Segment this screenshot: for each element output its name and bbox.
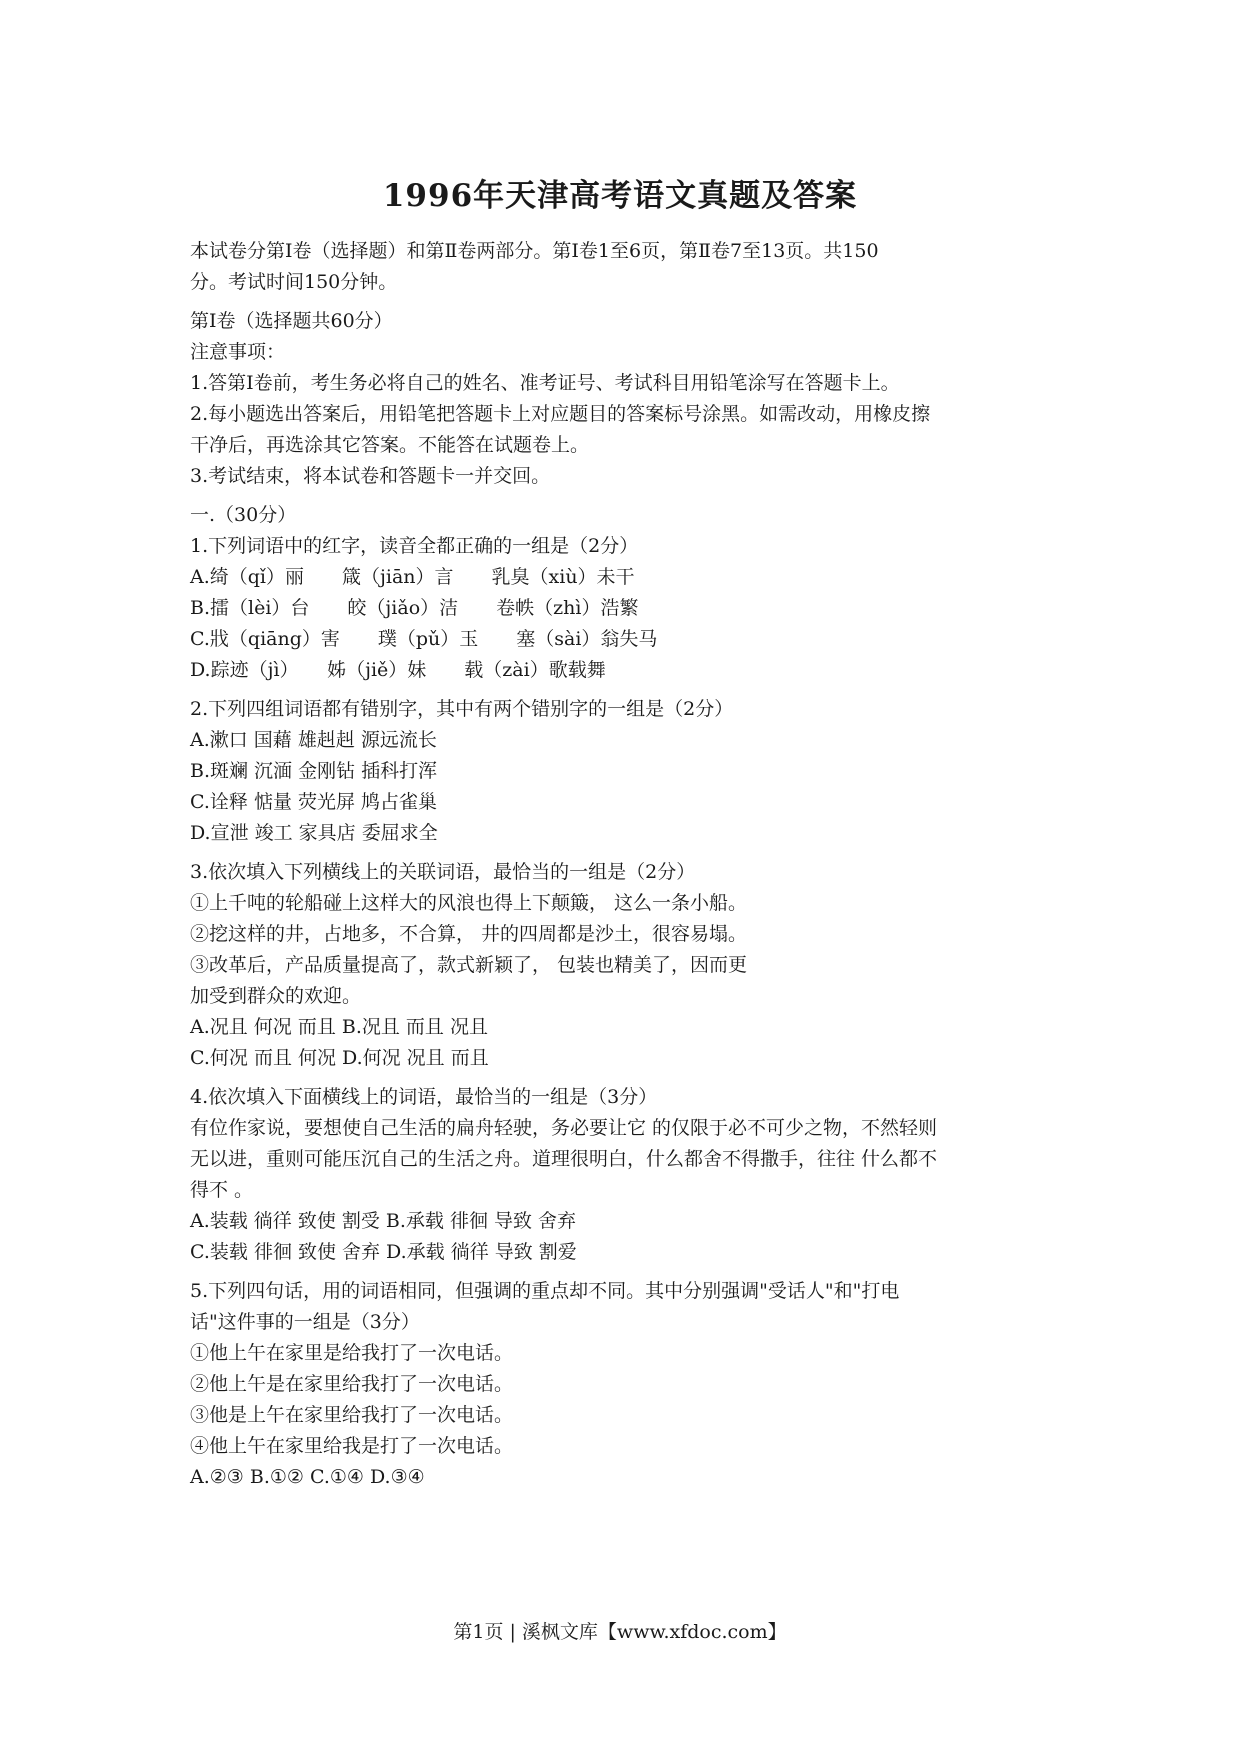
option-line: C.诠释 惦量 荧光屏 鸠占雀巢 [190, 791, 438, 813]
question-line: ④他上午在家里给我是打了一次电话。 [190, 1435, 514, 1457]
note-item: 1.答第Ⅰ卷前，考生务必将自己的姓名、准考证号、考试科目用铅笔涂写在答题卡上。 [190, 372, 900, 394]
question-stem: 3.依次填入下列横线上的关联词语，最恰当的一组是（2分） [190, 861, 696, 883]
question-1 [190, 531, 1070, 686]
question-2 [190, 694, 1070, 849]
option-line: A.②③ B.①② C.①④ D.③④ [190, 1466, 425, 1488]
question-line: ③他是上午在家里给我打了一次电话。 [190, 1404, 514, 1426]
section-heading: 一.（30分） [190, 504, 297, 526]
question-line: ①上千吨的轮船碰上这样大的风浪也得上下颠簸， 这么一条小船。 [190, 892, 748, 914]
option-line: D.踪迹（jì） 姊（jiě）妹 载（zài）歌载舞 [190, 659, 606, 681]
question-line: ①他上午在家里是给我打了一次电话。 [190, 1342, 514, 1364]
note-item: 2.每小题选出答案后，用铅笔把答题卡上对应题目的答案标号涂黑。如需改动，用橡皮擦 [190, 403, 931, 425]
question-line: 无以进，重则可能压沉自己的生活之舟。道理很明白，什么都舍不得撒手，往往 什么都不 [190, 1148, 938, 1170]
part1-heading: 第Ⅰ卷（选择题共60分） [190, 310, 393, 332]
document-body [190, 236, 1070, 1493]
question-stem: 4.依次填入下面横线上的词语，最恰当的一组是（3分） [190, 1086, 658, 1108]
question-stem: 话"这件事的一组是（3分） [190, 1311, 420, 1333]
option-line: B.擂（lèi）台 皎（jiǎo）洁 卷帙（zhì）浩繁 [190, 597, 639, 619]
question-4 [190, 1082, 1070, 1268]
intro-paragraph [190, 236, 1070, 298]
question-3 [190, 857, 1070, 1074]
option-line: A.况且 何况 而且 B.况且 而且 况且 [190, 1016, 488, 1038]
question-5 [190, 1276, 1070, 1493]
question-line: 加受到群众的欢迎。 [190, 985, 362, 1007]
notes-heading: 注意事项： [190, 341, 286, 363]
question-line: ②他上午是在家里给我打了一次电话。 [190, 1373, 514, 1395]
option-line: C.何况 而且 何况 D.何况 况且 而且 [190, 1047, 489, 1069]
intro-line: 分。考试时间150分钟。 [190, 271, 398, 293]
question-stem: 2.下列四组词语都有错别字，其中有两个错别字的一组是（2分） [190, 698, 734, 720]
note-item: 3.考试结束，将本试卷和答题卡一并交回。 [190, 465, 551, 487]
option-line: A.装载 徜徉 致使 割受 B.承载 徘徊 导致 舍弃 [190, 1210, 577, 1232]
option-line: C.装载 徘徊 致使 舍弃 D.承载 徜徉 导致 割爱 [190, 1241, 577, 1263]
question-stem: 5.下列四句话，用的词语相同，但强调的重点却不同。其中分别强调"受话人"和"打电 [190, 1280, 900, 1302]
option-line: A.绮（qǐ）丽 箴（jiān）言 乳臭（xiù）未干 [190, 566, 635, 588]
intro-line: 本试卷分第Ⅰ卷（选择题）和第Ⅱ卷两部分。第Ⅰ卷1至6页，第Ⅱ卷7至13页。共150 [190, 240, 879, 262]
question-line: 有位作家说，要想使自己生活的扁舟轻驶，务必要让它 的仅限于必不可少之物，不然轻则 [190, 1117, 938, 1139]
page-footer: 第1页 | 溪枫文库【www.xfdoc.com】 [453, 1621, 787, 1643]
notes-list [190, 368, 1070, 492]
option-line: D.宣泄 竣工 家具店 委屈求全 [190, 822, 438, 844]
option-line: B.斑斓 沉湎 金刚钻 插科打浑 [190, 760, 438, 782]
option-line: A.漱口 国藉 雄赳赳 源远流长 [190, 729, 437, 751]
question-stem: 1.下列词语中的红字，读音全都正确的一组是（2分） [190, 535, 639, 557]
question-line: ③改革后，产品质量提高了，款式新颖了， 包装也精美了，因而更 [190, 954, 748, 976]
note-item: 干净后，再选涂其它答案。不能答在试题卷上。 [190, 434, 590, 456]
question-line: 得不 。 [190, 1179, 254, 1201]
page-title: 1996年天津高考语文真题及答案 [382, 178, 858, 214]
question-line: ②挖这样的井，占地多，不合算， 井的四周都是沙土，很容易塌。 [190, 923, 748, 945]
option-line: C.戕（qiāng）害 璞（pǔ）玉 塞（sài）翁失马 [190, 628, 658, 650]
